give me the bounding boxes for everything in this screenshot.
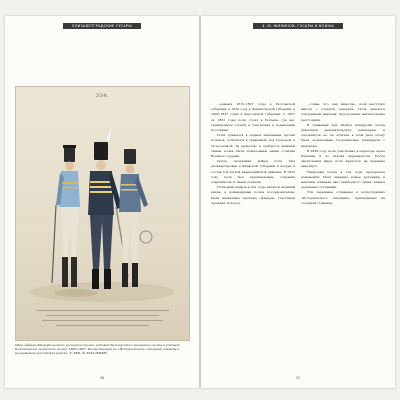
paragraph: Эти перемены отражены в иллюстрациях «Исторического описания», приведённых на соседней странице. — [301, 190, 385, 205]
paragraph: Полк сражался в первых кампаниях против поляков, отличился в сражениях под Гроховом и Остроленкой. За мужество и храбрость нижним чинам полка были пожалованы знаки отличия Военного ордена. — [211, 133, 295, 159]
plate-inscription-line — [42, 320, 163, 321]
right-page — [201, 16, 395, 388]
illustration-plate — [15, 86, 190, 341]
page-number-right: 37 — [295, 376, 301, 380]
plate-inscription-line — [56, 325, 149, 326]
paragraph: В 1829 году полк участвовал в переходе через Балканы и во взятии Адрианополя. После заключения мира полк вернулся на прежние квартиры. — [301, 148, 385, 169]
paragraph: Униформа полка в эти годы претерпела изменения: были введены новые доломаны и ментики, изменён цвет приборного сукна, кивера украшены султанами. — [301, 169, 385, 190]
plate-inscription-line — [36, 310, 169, 311]
paragraph: В сражении при Шумле эскадроны полка атаковали неприятельскую кавалерию и опрокинули её. За отличие в этом деле полку были пожалованы Георгиевские штандарты с надписью. — [301, 122, 385, 148]
text-column-2 — [301, 102, 385, 206]
paragraph: …ременя 1815–1827 годы в Полтавской губернии, в 1820 году в Черниговской губернии, в 1826–1827 годах в Херсонской губернии. С 1827 по 1831 годы полк стоял в Польше, где нёс гарнизонную службу и участвовал в подавлении восстания. — [211, 102, 295, 133]
paragraph: После окончания войны полк был расквартирован в Киевской губернии и входил в состав 2-й лёгкой кавалерийской дивизии. В 1833 году полк был переименован, сохранив старшинство и знаки отличия. — [211, 159, 295, 185]
running-header-left: ЕЛИЗАВЕТГРАДСКИЕ ГУСАРЫ — [63, 23, 141, 29]
plate-number: 334. — [95, 93, 110, 99]
hussar-figures-illustration — [16, 87, 189, 340]
plate-inscription-line — [46, 315, 159, 316]
hussar-figure-3 — [119, 149, 152, 287]
hussar-figure-1 — [52, 145, 80, 287]
left-page — [5, 16, 199, 388]
text-column-1 — [211, 102, 295, 206]
paragraph: …слава, что, как известно, полк выступил вместе с отрядом генерала. Полк двигался ускоренным маршем, преодолевая значительные расстояния. — [301, 102, 385, 122]
running-header-right: 4. М. ЖИЛИНОВ. ГУСАРЫ И ВОЙНЫ — [253, 23, 343, 29]
paragraph: Полковым шефом в эти годы являлся великий князь, а командирами полка последовательно были назначены опытные офицеры, участники прежних походов. — [211, 185, 295, 205]
page-number-left: 36 — [99, 376, 105, 380]
figure-caption: Обер-офицер Мариупольского гусарского полка, рядовой Белорусского гусарского полка и рядовой Клястицкого гусарского полка, 1826–1827. Иллюстрация из «Исторического описания одежды и вооружения российских войск», Т. XXII, № 3334 (ВИХВ) — [15, 343, 180, 356]
